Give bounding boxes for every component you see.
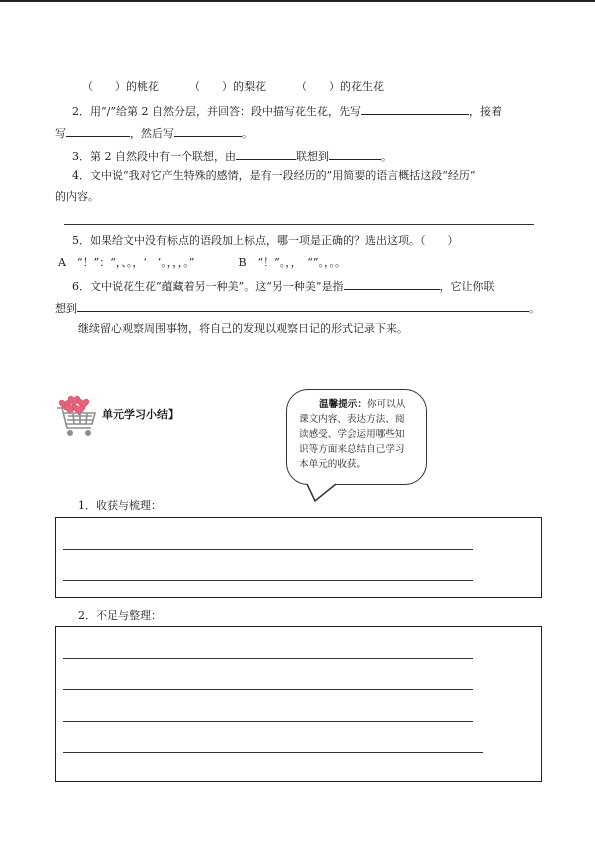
unit-summary-title: 单元学习小结】 [102,408,179,421]
shopping-cart-hearts-icon [55,392,101,442]
q6-blank-2[interactable] [77,299,529,312]
q3-blank-2[interactable] [329,147,381,160]
section1-line-2[interactable] [63,580,473,581]
section2-line-2[interactable] [63,689,473,690]
q2-blank-3[interactable] [174,124,242,137]
q5-option-b[interactable]: B “！”。，， “”。，。。 [238,256,347,269]
q4-answer-line[interactable] [64,224,534,225]
q4-line-2: 的内容。 [55,190,99,203]
q2-line-2: 写 ，然后写 。 [55,124,545,142]
q5-option-a[interactable]: A “！”：“，、。，‘ ’。，，，。” [58,256,195,269]
q4-line-1: 4．文中说“我对它产生特殊的感情，是有一段经历的”用简要的语言概括这段“经历” [72,169,476,182]
q1-options [82,79,572,95]
section1-label: 1．收获与梳理： [78,499,162,512]
closing-instruction: 继续留心观察周围事物，将自己的发现以观察日记的形式记录下来。 [78,322,408,335]
q5-options [58,255,548,271]
section2-box [55,626,542,782]
q6-line-2: 想到 。 [55,299,545,317]
q2-blank-1[interactable] [361,102,469,115]
q3-blank-1[interactable] [236,147,296,160]
q2-blank-2[interactable] [66,124,130,137]
section1-box [55,517,542,598]
section2-line-1[interactable] [63,658,473,659]
tip-label: 温馨提示： [319,399,367,410]
section1-line-1[interactable] [63,549,473,550]
page-top-border [0,0,595,2]
q1-option-peanut: （ ）的花生花 [296,80,384,93]
q5-question: 5．如果给文中没有标点的语段加上标点，哪一项是正确的？选出这项。（ ） [72,234,459,247]
tip-bubble: 温馨提示：你可以从 课文内容、表达方法、阅 读感受、学会运用哪些知 识等方面来总结自己学习 本单元的收获。 [286,389,427,485]
section2-label: 2．不足与整理： [78,609,162,622]
q2-line-1: 2．用“/”给第 2 自然分层，并回答：段中描写花生花，先写 ，接着 [72,102,562,120]
q3-line: 3．第 2 自然段中有一个联想，由 联想到 。 [72,147,562,165]
q6-blank-1[interactable] [344,277,440,290]
q1-option-pear: （ ）的梨花 [189,80,266,93]
q6-line-1: 6．文中说花生花“蕴藏着另一种美”。这“另一种美”是指 ，它让你联 [72,277,562,295]
section2-line-3[interactable] [63,721,473,722]
q1-option-peach: （ ）的桃花 [82,80,159,93]
section2-line-4[interactable] [63,752,483,753]
